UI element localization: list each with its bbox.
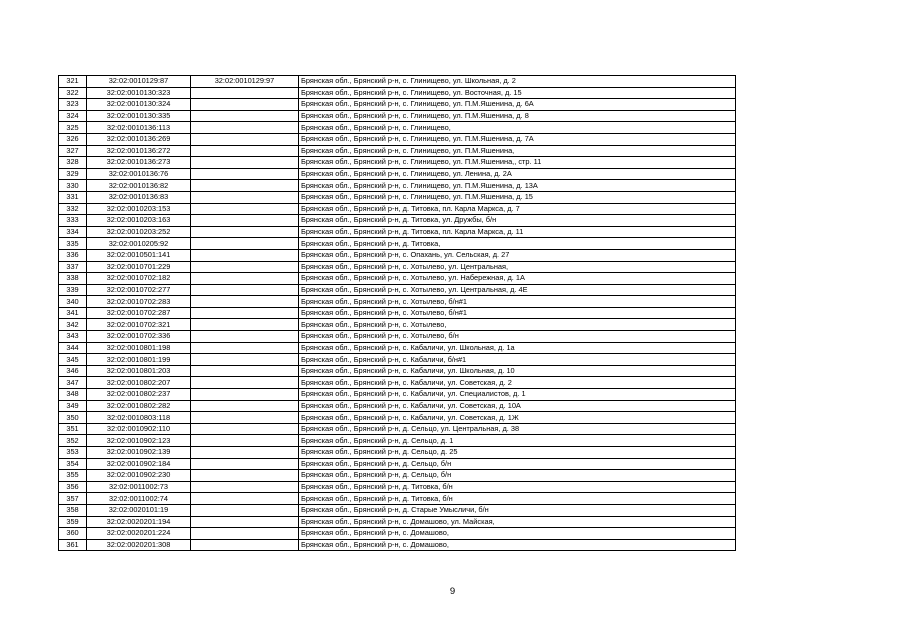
address-cell: Брянская обл., Брянский р-н, с. Глинищево, ул. П.М.Яшенина,, стр. 11 [299,157,736,169]
table-row [59,180,736,192]
row-number-cell: 338 [59,273,87,285]
related-cadastral-number-cell [191,481,299,493]
row-number-cell: 345 [59,354,87,366]
related-cadastral-number-cell [191,365,299,377]
cadastral-number-cell: 32:02:0010136:76 [87,168,191,180]
address-cell: Брянская обл., Брянский р-н, с. Глинищево, [299,122,736,134]
address-cell: Брянская обл., Брянский р-н, д. Старые Умысличи, б/н [299,504,736,516]
table-row [59,99,736,111]
cadastral-number-cell: 32:02:0010136:83 [87,191,191,203]
table-row [59,110,736,122]
related-cadastral-number-cell [191,307,299,319]
address-cell: Брянская обл., Брянский р-н, с. Хотылево, б/н#1 [299,296,736,308]
cadastral-number-cell: 32:02:0010902:230 [87,470,191,482]
related-cadastral-number-cell [191,504,299,516]
address-cell: Брянская обл., Брянский р-н, с. Домашово, [299,528,736,540]
address-cell: Брянская обл., Брянский р-н, с. Хотылево, ул. Центральная, [299,261,736,273]
related-cadastral-number-cell [191,470,299,482]
address-cell: Брянская обл., Брянский р-н, д. Сельцо, б/н [299,458,736,470]
address-cell: Брянская обл., Брянский р-н, д. Титовка, [299,238,736,250]
address-cell: Брянская обл., Брянский р-н, д. Титовка, пл. Карла Маркса, д. 11 [299,226,736,238]
table-row [59,447,736,459]
address-cell: Брянская обл., Брянский р-н, с. Хотылево, ул. Центральная, д. 4Е [299,284,736,296]
cadastral-number-cell: 32:02:0010802:207 [87,377,191,389]
related-cadastral-number-cell [191,122,299,134]
related-cadastral-number-cell [191,377,299,389]
related-cadastral-number-cell [191,400,299,412]
table-row [59,145,736,157]
address-cell: Брянская обл., Брянский р-н, с. Кабаличи, ул. Школьная, д. 10 [299,365,736,377]
related-cadastral-number-cell [191,528,299,540]
address-cell: Брянская обл., Брянский р-н, д. Сельцо, д. 1 [299,435,736,447]
cadastral-number-cell: 32:02:0010701:229 [87,261,191,273]
row-number-cell: 342 [59,319,87,331]
related-cadastral-number-cell [191,99,299,111]
cadastral-number-cell: 32:02:0020201:194 [87,516,191,528]
related-cadastral-number-cell [191,180,299,192]
row-number-cell: 360 [59,528,87,540]
address-cell: Брянская обл., Брянский р-н, с. Опахань, ул. Сельская, д. 27 [299,249,736,261]
row-number-cell: 348 [59,389,87,401]
cadastral-number-cell: 32:02:0010130:335 [87,110,191,122]
cadastral-number-cell: 32:02:0010130:324 [87,99,191,111]
address-cell: Брянская обл., Брянский р-н, с. Глинищево, ул. П.М.Яшенина, д. 6А [299,99,736,111]
row-number-cell: 333 [59,215,87,227]
row-number-cell: 354 [59,458,87,470]
table-row [59,331,736,343]
row-number-cell: 358 [59,504,87,516]
row-number-cell: 350 [59,412,87,424]
related-cadastral-number-cell [191,423,299,435]
page-number: 9 [449,586,456,597]
related-cadastral-number-cell [191,331,299,343]
address-cell: Брянская обл., Брянский р-н, с. Хотылево, б/н#1 [299,307,736,319]
row-number-cell: 332 [59,203,87,215]
address-cell: Брянская обл., Брянский р-н, с. Кабаличи, ул. Советская, д. 10А [299,400,736,412]
row-number-cell: 327 [59,145,87,157]
row-number-cell: 325 [59,122,87,134]
table-row [59,354,736,366]
related-cadastral-number-cell [191,168,299,180]
address-cell: Брянская обл., Брянский р-н, д. Сельцо, ул. Центральная, д. 38 [299,423,736,435]
table-row [59,319,736,331]
cadastral-number-cell: 32:02:0011002:74 [87,493,191,505]
related-cadastral-number-cell [191,493,299,505]
table-row [59,481,736,493]
related-cadastral-number-cell [191,157,299,169]
related-cadastral-number-cell [191,342,299,354]
address-cell: Брянская обл., Брянский р-н, д. Титовка, пл. Карла Маркса, д. 7 [299,203,736,215]
row-number-cell: 359 [59,516,87,528]
related-cadastral-number-cell [191,87,299,99]
cadastral-number-cell: 32:02:0010136:113 [87,122,191,134]
table-row [59,516,736,528]
table-row [59,412,736,424]
row-number-cell: 339 [59,284,87,296]
row-number-cell: 335 [59,238,87,250]
related-cadastral-number-cell [191,133,299,145]
table-row [59,493,736,505]
table-row [59,168,736,180]
table-row [59,528,736,540]
related-cadastral-number-cell [191,110,299,122]
address-cell: Брянская обл., Брянский р-н, д. Титовка, ул. Дружбы, б/н [299,215,736,227]
related-cadastral-number-cell [191,296,299,308]
address-cell: Брянская обл., Брянский р-н, с. Глинищево, ул. П.М.Яшенина, д. 13А [299,180,736,192]
cadastral-number-cell: 32:02:0010702:182 [87,273,191,285]
table-row [59,504,736,516]
table-row [59,435,736,447]
row-number-cell: 349 [59,400,87,412]
row-number-cell: 346 [59,365,87,377]
address-cell: Брянская обл., Брянский р-н, д. Титовка, б/н [299,481,736,493]
row-number-cell: 331 [59,191,87,203]
cadastral-number-cell: 32:02:0020201:308 [87,539,191,551]
table-row [59,377,736,389]
row-number-cell: 341 [59,307,87,319]
cadastral-number-cell: 32:02:0010129:87 [87,76,191,88]
table-row [59,157,736,169]
related-cadastral-number-cell [191,203,299,215]
table-row [59,76,736,88]
cadastral-number-cell: 32:02:0010902:139 [87,447,191,459]
address-cell: Брянская обл., Брянский р-н, с. Кабаличи, б/н#1 [299,354,736,366]
related-cadastral-number-cell [191,284,299,296]
related-cadastral-number-cell [191,354,299,366]
table-row [59,389,736,401]
row-number-cell: 353 [59,447,87,459]
row-number-cell: 352 [59,435,87,447]
cadastral-number-cell: 32:02:0010203:153 [87,203,191,215]
cadastral-number-cell: 32:02:0010203:252 [87,226,191,238]
address-cell: Брянская обл., Брянский р-н, с. Хотылево, ул. Набережная, д. 1А [299,273,736,285]
address-cell: Брянская обл., Брянский р-н, с. Хотылево, [299,319,736,331]
cadastral-number-cell: 32:02:0010802:282 [87,400,191,412]
row-number-cell: 357 [59,493,87,505]
table-row [59,238,736,250]
table-row [59,458,736,470]
register-table-body [59,76,736,551]
row-number-cell: 351 [59,423,87,435]
related-cadastral-number-cell [191,191,299,203]
address-cell: Брянская обл., Брянский р-н, с. Хотылево, б/н [299,331,736,343]
table-row [59,87,736,99]
cadastral-number-cell: 32:02:0010136:273 [87,157,191,169]
related-cadastral-number-cell [191,389,299,401]
cadastral-number-cell: 32:02:0010702:321 [87,319,191,331]
row-number-cell: 361 [59,539,87,551]
table-row [59,273,736,285]
cadastral-number-cell: 32:02:0020101:19 [87,504,191,516]
cadastral-number-cell: 32:02:0010205:92 [87,238,191,250]
address-cell: Брянская обл., Брянский р-н, с. Глинищево, ул. П.М.Яшенина, д. 15 [299,191,736,203]
row-number-cell: 340 [59,296,87,308]
address-cell: Брянская обл., Брянский р-н, с. Кабаличи, ул. Специалистов, д. 1 [299,389,736,401]
row-number-cell: 328 [59,157,87,169]
related-cadastral-number-cell [191,261,299,273]
cadastral-number-cell: 32:02:0010801:203 [87,365,191,377]
table-row [59,539,736,551]
cadastral-number-cell: 32:02:0010203:163 [87,215,191,227]
address-cell: Брянская обл., Брянский р-н, д. Сельцо, б/н [299,470,736,482]
row-number-cell: 322 [59,87,87,99]
table-row [59,342,736,354]
table-row [59,133,736,145]
row-number-cell: 336 [59,249,87,261]
row-number-cell: 355 [59,470,87,482]
related-cadastral-number-cell [191,458,299,470]
related-cadastral-number-cell [191,412,299,424]
table-row [59,215,736,227]
address-cell: Брянская обл., Брянский р-н, с. Домашово, [299,539,736,551]
cadastral-number-cell: 32:02:0010902:110 [87,423,191,435]
address-cell: Брянская обл., Брянский р-н, с. Глинищево, ул. П.М.Яшенина, [299,145,736,157]
table-row [59,284,736,296]
table-row [59,307,736,319]
row-number-cell: 337 [59,261,87,273]
address-cell: Брянская обл., Брянский р-н, с. Глинищево, ул. Школьная, д. 2 [299,76,736,88]
cadastral-number-cell: 32:02:0010803:118 [87,412,191,424]
table-row [59,191,736,203]
table-row [59,423,736,435]
row-number-cell: 330 [59,180,87,192]
table-row [59,261,736,273]
address-cell: Брянская обл., Брянский р-н, с. Глинищево, ул. Восточная, д. 15 [299,87,736,99]
cadastral-number-cell: 32:02:0010902:123 [87,435,191,447]
cadastral-number-cell: 32:02:0020201:224 [87,528,191,540]
related-cadastral-number-cell: 32:02:0010129:97 [191,76,299,88]
table-row [59,400,736,412]
cadastral-number-cell: 32:02:0010501:141 [87,249,191,261]
row-number-cell: 321 [59,76,87,88]
address-cell: Брянская обл., Брянский р-н, с. Глинищево, ул. П.М.Яшенина, д. 7А [299,133,736,145]
related-cadastral-number-cell [191,273,299,285]
row-number-cell: 343 [59,331,87,343]
address-cell: Брянская обл., Брянский р-н, с. Глинищево, ул. Ленина, д. 2А [299,168,736,180]
table-row [59,470,736,482]
address-cell: Брянская обл., Брянский р-н, с. Кабаличи, ул. Советская, д. 2 [299,377,736,389]
related-cadastral-number-cell [191,539,299,551]
table-row [59,249,736,261]
related-cadastral-number-cell [191,435,299,447]
related-cadastral-number-cell [191,447,299,459]
row-number-cell: 347 [59,377,87,389]
cadastral-number-cell: 32:02:0010136:269 [87,133,191,145]
related-cadastral-number-cell [191,226,299,238]
row-number-cell: 324 [59,110,87,122]
row-number-cell: 356 [59,481,87,493]
table-row [59,296,736,308]
related-cadastral-number-cell [191,215,299,227]
address-cell: Брянская обл., Брянский р-н, д. Сельцо, д. 25 [299,447,736,459]
cadastral-number-cell: 32:02:0010702:287 [87,307,191,319]
row-number-cell: 334 [59,226,87,238]
related-cadastral-number-cell [191,238,299,250]
cadastral-number-cell: 32:02:0010702:277 [87,284,191,296]
cadastral-number-cell: 32:02:0010136:82 [87,180,191,192]
address-cell: Брянская обл., Брянский р-н, д. Титовка, б/н [299,493,736,505]
row-number-cell: 323 [59,99,87,111]
table-row [59,226,736,238]
related-cadastral-number-cell [191,249,299,261]
cadastral-number-cell: 32:02:0010130:323 [87,87,191,99]
table-row [59,122,736,134]
cadastral-number-cell: 32:02:0011002:73 [87,481,191,493]
row-number-cell: 344 [59,342,87,354]
cadastral-number-cell: 32:02:0010801:199 [87,354,191,366]
row-number-cell: 329 [59,168,87,180]
cadastral-number-cell: 32:02:0010702:336 [87,331,191,343]
cadastral-number-cell: 32:02:0010801:198 [87,342,191,354]
address-cell: Брянская обл., Брянский р-н, с. Кабаличи, ул. Советская, д. 1Ж [299,412,736,424]
property-register-table [58,75,736,551]
table-row [59,203,736,215]
cadastral-number-cell: 32:02:0010802:237 [87,389,191,401]
cadastral-number-cell: 32:02:0010902:184 [87,458,191,470]
table-row [59,365,736,377]
related-cadastral-number-cell [191,319,299,331]
address-cell: Брянская обл., Брянский р-н, с. Кабаличи, ул. Школьная, д. 1а [299,342,736,354]
address-cell: Брянская обл., Брянский р-н, с. Домашово, ул. Майская, [299,516,736,528]
related-cadastral-number-cell [191,516,299,528]
related-cadastral-number-cell [191,145,299,157]
address-cell: Брянская обл., Брянский р-н, с. Глинищево, ул. П.М.Яшенина, д. 8 [299,110,736,122]
cadastral-number-cell: 32:02:0010136:272 [87,145,191,157]
row-number-cell: 326 [59,133,87,145]
cadastral-number-cell: 32:02:0010702:283 [87,296,191,308]
